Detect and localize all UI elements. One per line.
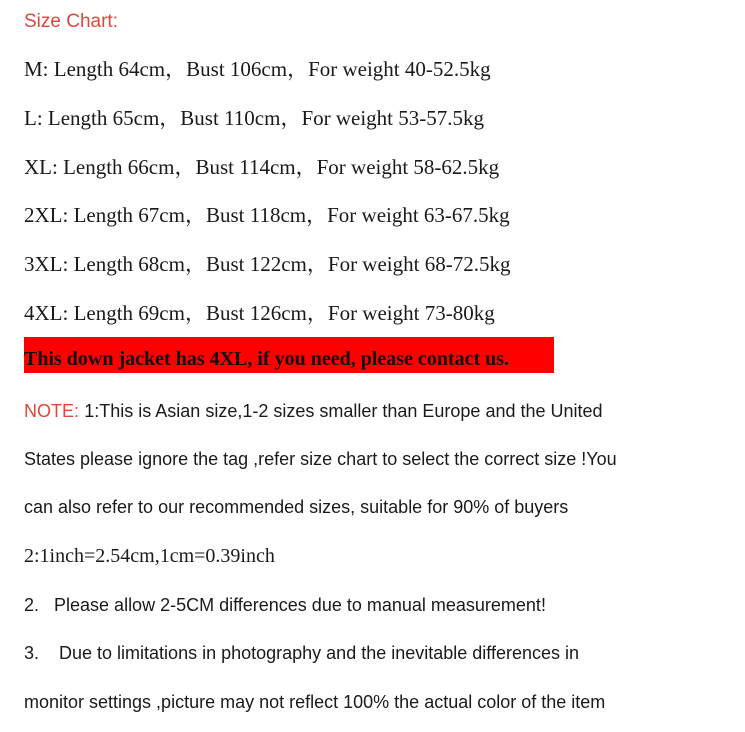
size-row-xl: XL: Length 66cm，Bust 114cm，For weight 58-62.5kg [24, 155, 500, 179]
size-row-l: L: Length 65cm，Bust 110cm，For weight 53-57.5kg [24, 106, 485, 130]
size-row-3xl: 3XL: Length 68cm，Bust 122cm，For weight 68-72.5kg [24, 252, 511, 276]
contact-banner [24, 337, 554, 373]
size-chart-heading: Size Chart: [24, 11, 118, 32]
measurement-note: 2. Please allow 2-5CM differences due to manual measurement! [24, 595, 546, 615]
size-row-4xl: 4XL: Length 69cm，Bust 126cm，For weight 73-80kg [24, 301, 495, 325]
note-line-1 [24, 396, 603, 425]
color-note-line-2: monitor settings ,picture may not reflect 100% the actual color of the item [24, 692, 606, 712]
note-line-2: States please ignore the tag ,refer size chart to select the correct size !You [24, 449, 617, 469]
note-line-4: 2:1inch=2.54cm,1cm=0.39inch [24, 545, 275, 567]
note-label: NOTE: [24, 401, 80, 421]
note-line-3: can also refer to our recommended sizes, suitable for 90% of buyers [24, 497, 569, 517]
size-row-m: M: Length 64cm，Bust 106cm，For weight 40-52.5kg [24, 57, 491, 81]
size-row-2xl: 2XL: Length 67cm，Bust 118cm，For weight 63-67.5kg [24, 203, 510, 227]
note-text-1: 1:This is Asian size,1-2 sizes smaller than Europe and the United [84, 401, 603, 421]
contact-banner-text: This down jacket has 4XL, if you need, please contact us. [24, 348, 510, 370]
color-note-line-1: 3. Due to limitations in photography and the inevitable differences in [24, 643, 580, 663]
